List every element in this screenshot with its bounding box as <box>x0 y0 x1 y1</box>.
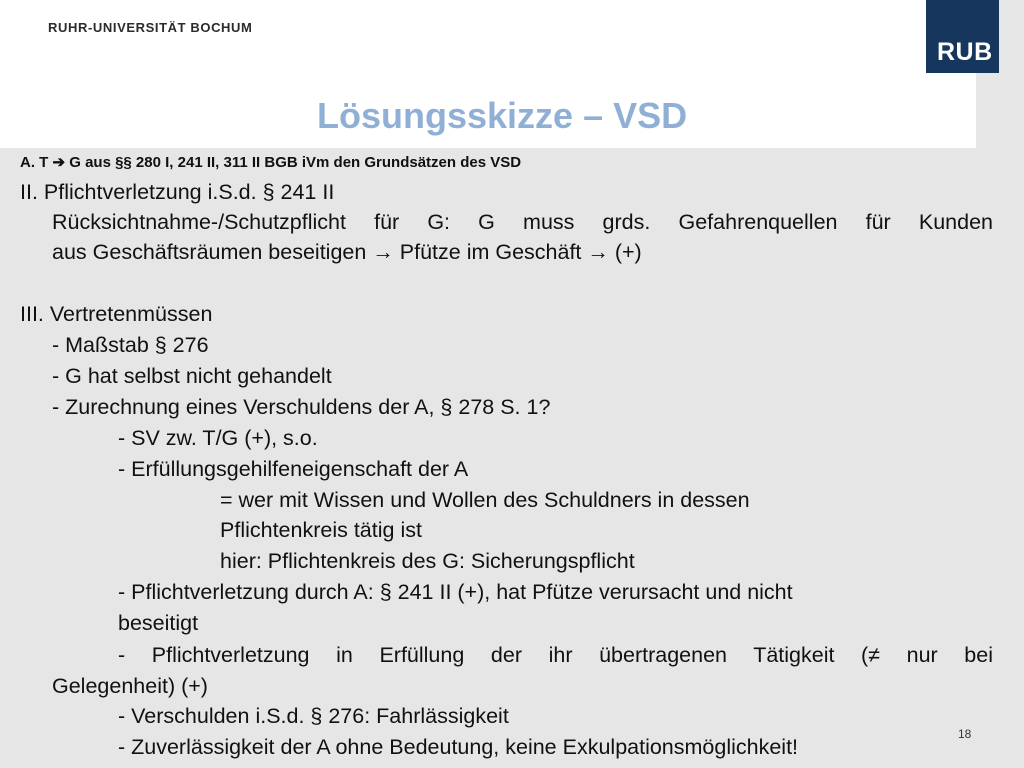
text-line: - Zurechnung eines Verschuldens der A, § 278 S. 1? <box>52 395 551 419</box>
text-line: aus Geschäftsräumen beseitigen → Pfütze im Geschäft → (+) <box>52 240 642 264</box>
text-line: - Maßstab § 276 <box>52 333 209 357</box>
heading-vertretenmuessen: III. Vertretenmüssen <box>20 302 213 326</box>
text-line: - Pflichtverletzung in Erfüllung der ihr übertragenen Tätigkeit (≠ nur bei <box>118 643 993 667</box>
text-line: - SV zw. T/G (+), s.o. <box>118 426 318 450</box>
text-line: - Verschulden i.S.d. § 276: Fahrlässigkeit <box>118 704 509 728</box>
text-line: beseitigt <box>118 611 199 635</box>
text-line: Rücksichtnahme-/Schutzpflicht für G: G muss grds. Gefahrenquellen für Kunden <box>52 210 993 234</box>
heading-pflichtverletzung: II. Pflichtverletzung i.S.d. § 241 II <box>20 180 335 204</box>
text-line: = wer mit Wissen und Wollen des Schuldners in dessen <box>220 488 750 512</box>
rub-logo-text: RUB <box>937 38 993 66</box>
text-line: - Erfüllungsgehilfeneigenschaft der A <box>118 457 469 481</box>
page-number: 18 <box>958 727 972 741</box>
claim-basis-line: A. T ➔ G aus §§ 280 I, 241 II, 311 II BGB iVm den Grundsätzen des VSD <box>20 154 522 171</box>
text-line: Pflichtenkreis tätig ist <box>220 518 422 542</box>
text-line: - G hat selbst nicht gehandelt <box>52 364 332 388</box>
text-line: - Pflichtverletzung durch A: § 241 II (+), hat Pfütze verursacht und nicht <box>118 580 793 604</box>
text-line: - Zuverlässigkeit der A ohne Bedeutung, keine Exkulpationsmöglichkeit! <box>118 735 799 759</box>
text-line: hier: Pflichtenkreis des G: Sicherungspflicht <box>220 549 635 573</box>
slide-title: Lösungsskizze – VSD <box>317 95 688 136</box>
text-line: Gelegenheit) (+) <box>52 674 208 698</box>
university-name: RUHR-UNIVERSITÄT BOCHUM <box>48 20 253 35</box>
